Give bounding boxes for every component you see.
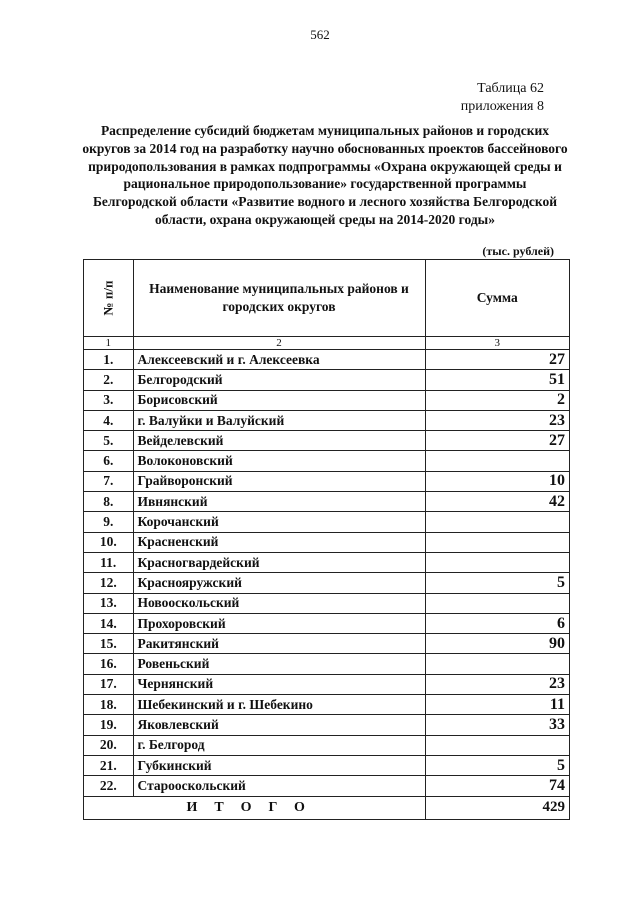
table-row — [84, 350, 570, 370]
row-sum: 27 — [425, 431, 570, 451]
row-sum: 51 — [425, 370, 570, 390]
table-row — [84, 471, 570, 491]
table-header-row — [84, 260, 570, 337]
district-name: Красненский — [133, 532, 425, 552]
row-sum — [425, 654, 570, 674]
row-sum: 90 — [425, 634, 570, 654]
column-number: 1 — [84, 337, 134, 350]
district-name: Краснояружский — [133, 573, 425, 593]
row-number: 8. — [84, 492, 134, 512]
table-row — [84, 410, 570, 430]
district-name: Губкинский — [133, 755, 425, 775]
district-name: Борисовский — [133, 390, 425, 410]
district-name: Вейделевский — [133, 431, 425, 451]
row-number: 10. — [84, 532, 134, 552]
row-number: 3. — [84, 390, 134, 410]
row-sum: 11 — [425, 695, 570, 715]
district-name: Старооскольский — [133, 776, 425, 796]
header-name: Наименование муниципальных районов и городских округов — [133, 260, 425, 337]
district-name: Алексеевский и г. Алексеевка — [133, 350, 425, 370]
row-number: 15. — [84, 634, 134, 654]
district-name: г. Белгород — [133, 735, 425, 755]
table-row — [84, 593, 570, 613]
table-row — [84, 451, 570, 471]
table-reference-line2: приложения 8 — [460, 99, 544, 114]
table-row — [84, 776, 570, 796]
column-number-row — [84, 337, 570, 350]
column-number: 2 — [133, 337, 425, 350]
district-name: Ракитянский — [133, 634, 425, 654]
row-sum: 5 — [425, 755, 570, 775]
row-sum: 5 — [425, 573, 570, 593]
district-name: Яковлевский — [133, 715, 425, 735]
row-number: 12. — [84, 573, 134, 593]
row-number: 19. — [84, 715, 134, 735]
row-number: 13. — [84, 593, 134, 613]
page-number: 562 — [310, 27, 330, 42]
total-sum: 429 — [425, 796, 570, 819]
district-name: Новооскольский — [133, 593, 425, 613]
header-sum: Сумма — [425, 260, 570, 337]
row-number: 21. — [84, 755, 134, 775]
district-name: Грайворонский — [133, 471, 425, 491]
table-row — [84, 735, 570, 755]
row-number: 22. — [84, 776, 134, 796]
table-body — [84, 350, 570, 797]
row-number: 11. — [84, 552, 134, 572]
row-number: 5. — [84, 431, 134, 451]
district-name: Волоконовский — [133, 451, 425, 471]
row-sum: 23 — [425, 410, 570, 430]
table-row — [84, 715, 570, 735]
subsidy-table — [83, 259, 570, 820]
column-number: 3 — [425, 337, 570, 350]
table-row — [84, 512, 570, 532]
row-sum: 6 — [425, 613, 570, 633]
row-number: 6. — [84, 451, 134, 471]
row-sum: 42 — [425, 492, 570, 512]
table-row — [84, 755, 570, 775]
total-label: ИТОГО — [84, 796, 426, 819]
row-sum: 23 — [425, 674, 570, 694]
district-name: Красногвардейский — [133, 552, 425, 572]
district-name: Ровеньский — [133, 654, 425, 674]
row-number: 16. — [84, 654, 134, 674]
row-number: 18. — [84, 695, 134, 715]
table-row — [84, 492, 570, 512]
district-name: Чернянский — [133, 674, 425, 694]
table-row — [84, 695, 570, 715]
row-number: 9. — [84, 512, 134, 532]
row-sum: 10 — [425, 471, 570, 491]
table-row — [84, 370, 570, 390]
unit-label: (тыс. рублей) — [482, 244, 554, 258]
district-name: Шебекинский и г. Шебекино — [133, 695, 425, 715]
row-sum — [425, 451, 570, 471]
row-sum: 74 — [425, 776, 570, 796]
table-row — [84, 654, 570, 674]
row-sum: 27 — [425, 350, 570, 370]
table-row — [84, 552, 570, 572]
table-row — [84, 634, 570, 654]
table-row — [84, 431, 570, 451]
row-number: 14. — [84, 613, 134, 633]
district-name: Корочанский — [133, 512, 425, 532]
row-number: 4. — [84, 410, 134, 430]
district-name: Ивнянский — [133, 492, 425, 512]
table-row — [84, 532, 570, 552]
row-sum — [425, 735, 570, 755]
table-row — [84, 390, 570, 410]
row-number: 17. — [84, 674, 134, 694]
row-number: 2. — [84, 370, 134, 390]
table-row — [84, 573, 570, 593]
row-number: 7. — [84, 471, 134, 491]
row-number: 20. — [84, 735, 134, 755]
document-title: Распределение субсидий бюджетам муниципальных районов и городских округов за 2014 год на разработку научно обоснованных проектов бассейнового природопользования в рамках подпрограммы «Охрана окружающей среды и рациональное природопользование» государственной программы Белгородской области «Развитие водного и лесного хозяйства Белгородской области, охрана окружающей среды на 2014-2020 годы» — [82, 123, 568, 227]
row-sum: 33 — [425, 715, 570, 735]
table-row — [84, 674, 570, 694]
row-number: 1. — [84, 350, 134, 370]
row-sum — [425, 532, 570, 552]
district-name: г. Валуйки и Валуйский — [133, 410, 425, 430]
district-name: Белгородский — [133, 370, 425, 390]
district-name: Прохоровский — [133, 613, 425, 633]
table-reference-line1: Таблица 62 — [477, 81, 544, 96]
row-sum — [425, 593, 570, 613]
header-num: № п/п — [84, 260, 134, 337]
table-reference — [461, 80, 544, 116]
row-sum — [425, 512, 570, 532]
row-sum — [425, 552, 570, 572]
total-row — [84, 796, 570, 819]
table-row — [84, 613, 570, 633]
row-sum: 2 — [425, 390, 570, 410]
